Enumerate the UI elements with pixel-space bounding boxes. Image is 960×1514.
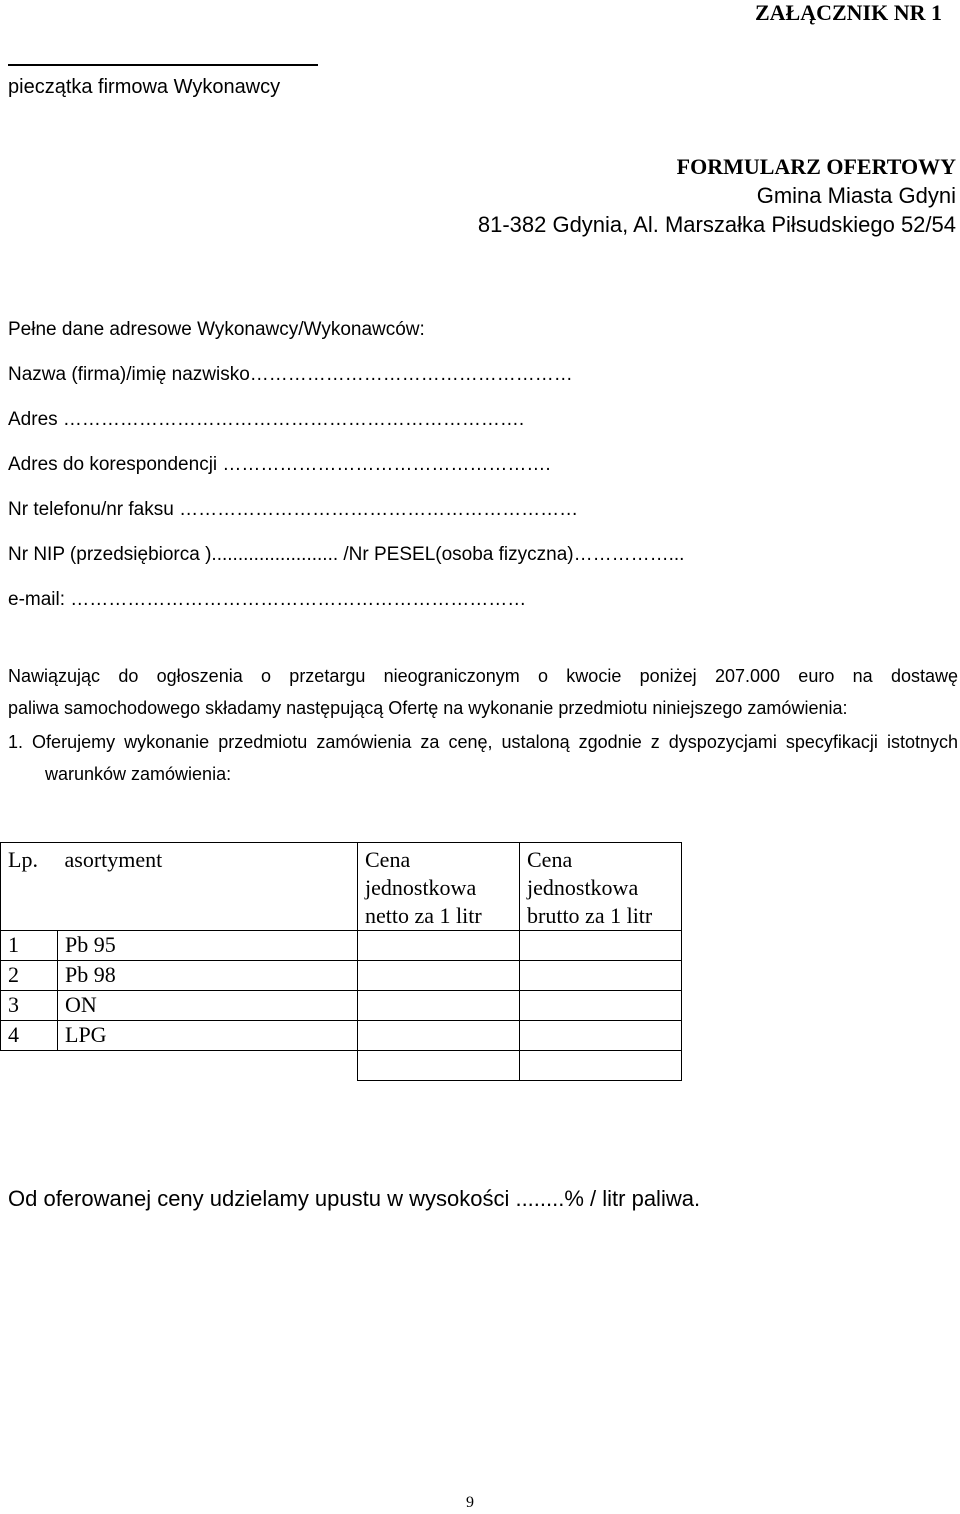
row-lp: 3 [1,991,58,1021]
row-lp-empty [1,1051,58,1081]
discount-line: Od oferowanej ceny udzielamy upustu w wysokości ........% / litr paliwa. [8,1186,701,1211]
row-gross-price[interactable] [520,1021,682,1051]
table-row [1,991,682,1021]
row-lp: 2 [1,961,58,991]
header-assortment: asortyment [58,843,358,931]
header-lp: Lp. [1,843,58,931]
row-gross-price[interactable] [520,991,682,1021]
row-net-price[interactable] [358,931,520,961]
row-item: Pb 95 [58,931,358,961]
row-item: Pb 98 [58,961,358,991]
page-number: 9 [466,1494,474,1511]
field-phone-fax: Nr telefonu/nr faksu ……………………………………………………… [8,499,579,520]
row-net-price[interactable] [358,961,520,991]
form-title: FORMULARZ OFERTOWY [676,154,956,179]
stamp-line [8,64,318,66]
table-row-empty [1,1051,682,1081]
header-gross-price: Cena jednostkowa brutto za 1 litr [520,843,682,931]
fields-heading: Pełne dane adresowe Wykonawcy/Wykonawców: [8,319,425,340]
offer-item-1-text: 1. Oferujemy wykonanie przedmiotu zamówienia za cenę, ustaloną zgodnie z dyspozycjami specyfikacji istotnych warunków zamówienia: [8,732,958,784]
intro-paragraph [8,660,958,724]
row-item-empty [58,1051,358,1081]
field-name: Nazwa (firma)/imię nazwisko…………………………………………… [8,364,573,385]
row-gross-price[interactable] [520,931,682,961]
row-gross-price[interactable] [520,961,682,991]
header-net-price: Cena jednostkowa netto za 1 litr [358,843,520,931]
field-address: Adres ………………………………………………………………. [8,409,525,430]
intro-line-2: paliwa samochodowego składamy następującą Ofertę na wykonanie przedmiotu niniejszego zamówienia: [8,698,848,718]
attachment-title: ZAŁĄCZNIK NR 1 [754,0,942,25]
recipient-name: Gmina Miasta Gdyni [756,183,956,208]
row-item: LPG [58,1021,358,1051]
intro-line-1: Nawiązując do ogłoszenia o przetargu nieograniczonym o kwocie poniżej 207.000 euro na dostawę [8,666,958,686]
table-row [1,931,682,961]
row-item: ON [58,991,358,1021]
row-lp: 1 [1,931,58,961]
row-lp: 4 [1,1021,58,1051]
field-email: e-mail: ……………………………………………………………… [8,589,527,610]
row-net-price[interactable] [358,991,520,1021]
price-table [0,842,682,1081]
row-net-price-total[interactable] [358,1051,520,1081]
row-gross-price-total[interactable] [520,1051,682,1081]
contractor-fields [8,318,684,633]
row-net-price[interactable] [358,1021,520,1051]
stamp-label: pieczątka firmowa Wykonawcy [8,76,281,98]
table-row [1,961,682,991]
offer-item-1 [8,726,958,790]
table-row [1,1021,682,1051]
field-correspondence-address: Adres do korespondencji ……………………………………………. [8,454,551,475]
recipient-address: 81-382 Gdynia, Al. Marszałka Piłsudskiego 52/54 [477,212,956,237]
table-header-row [1,843,682,931]
field-nip-pesel: Nr NIP (przedsiębiorca )........................ /Nr PESEL(osoba fizyczna)……………... [8,544,685,565]
form-header [478,152,956,239]
